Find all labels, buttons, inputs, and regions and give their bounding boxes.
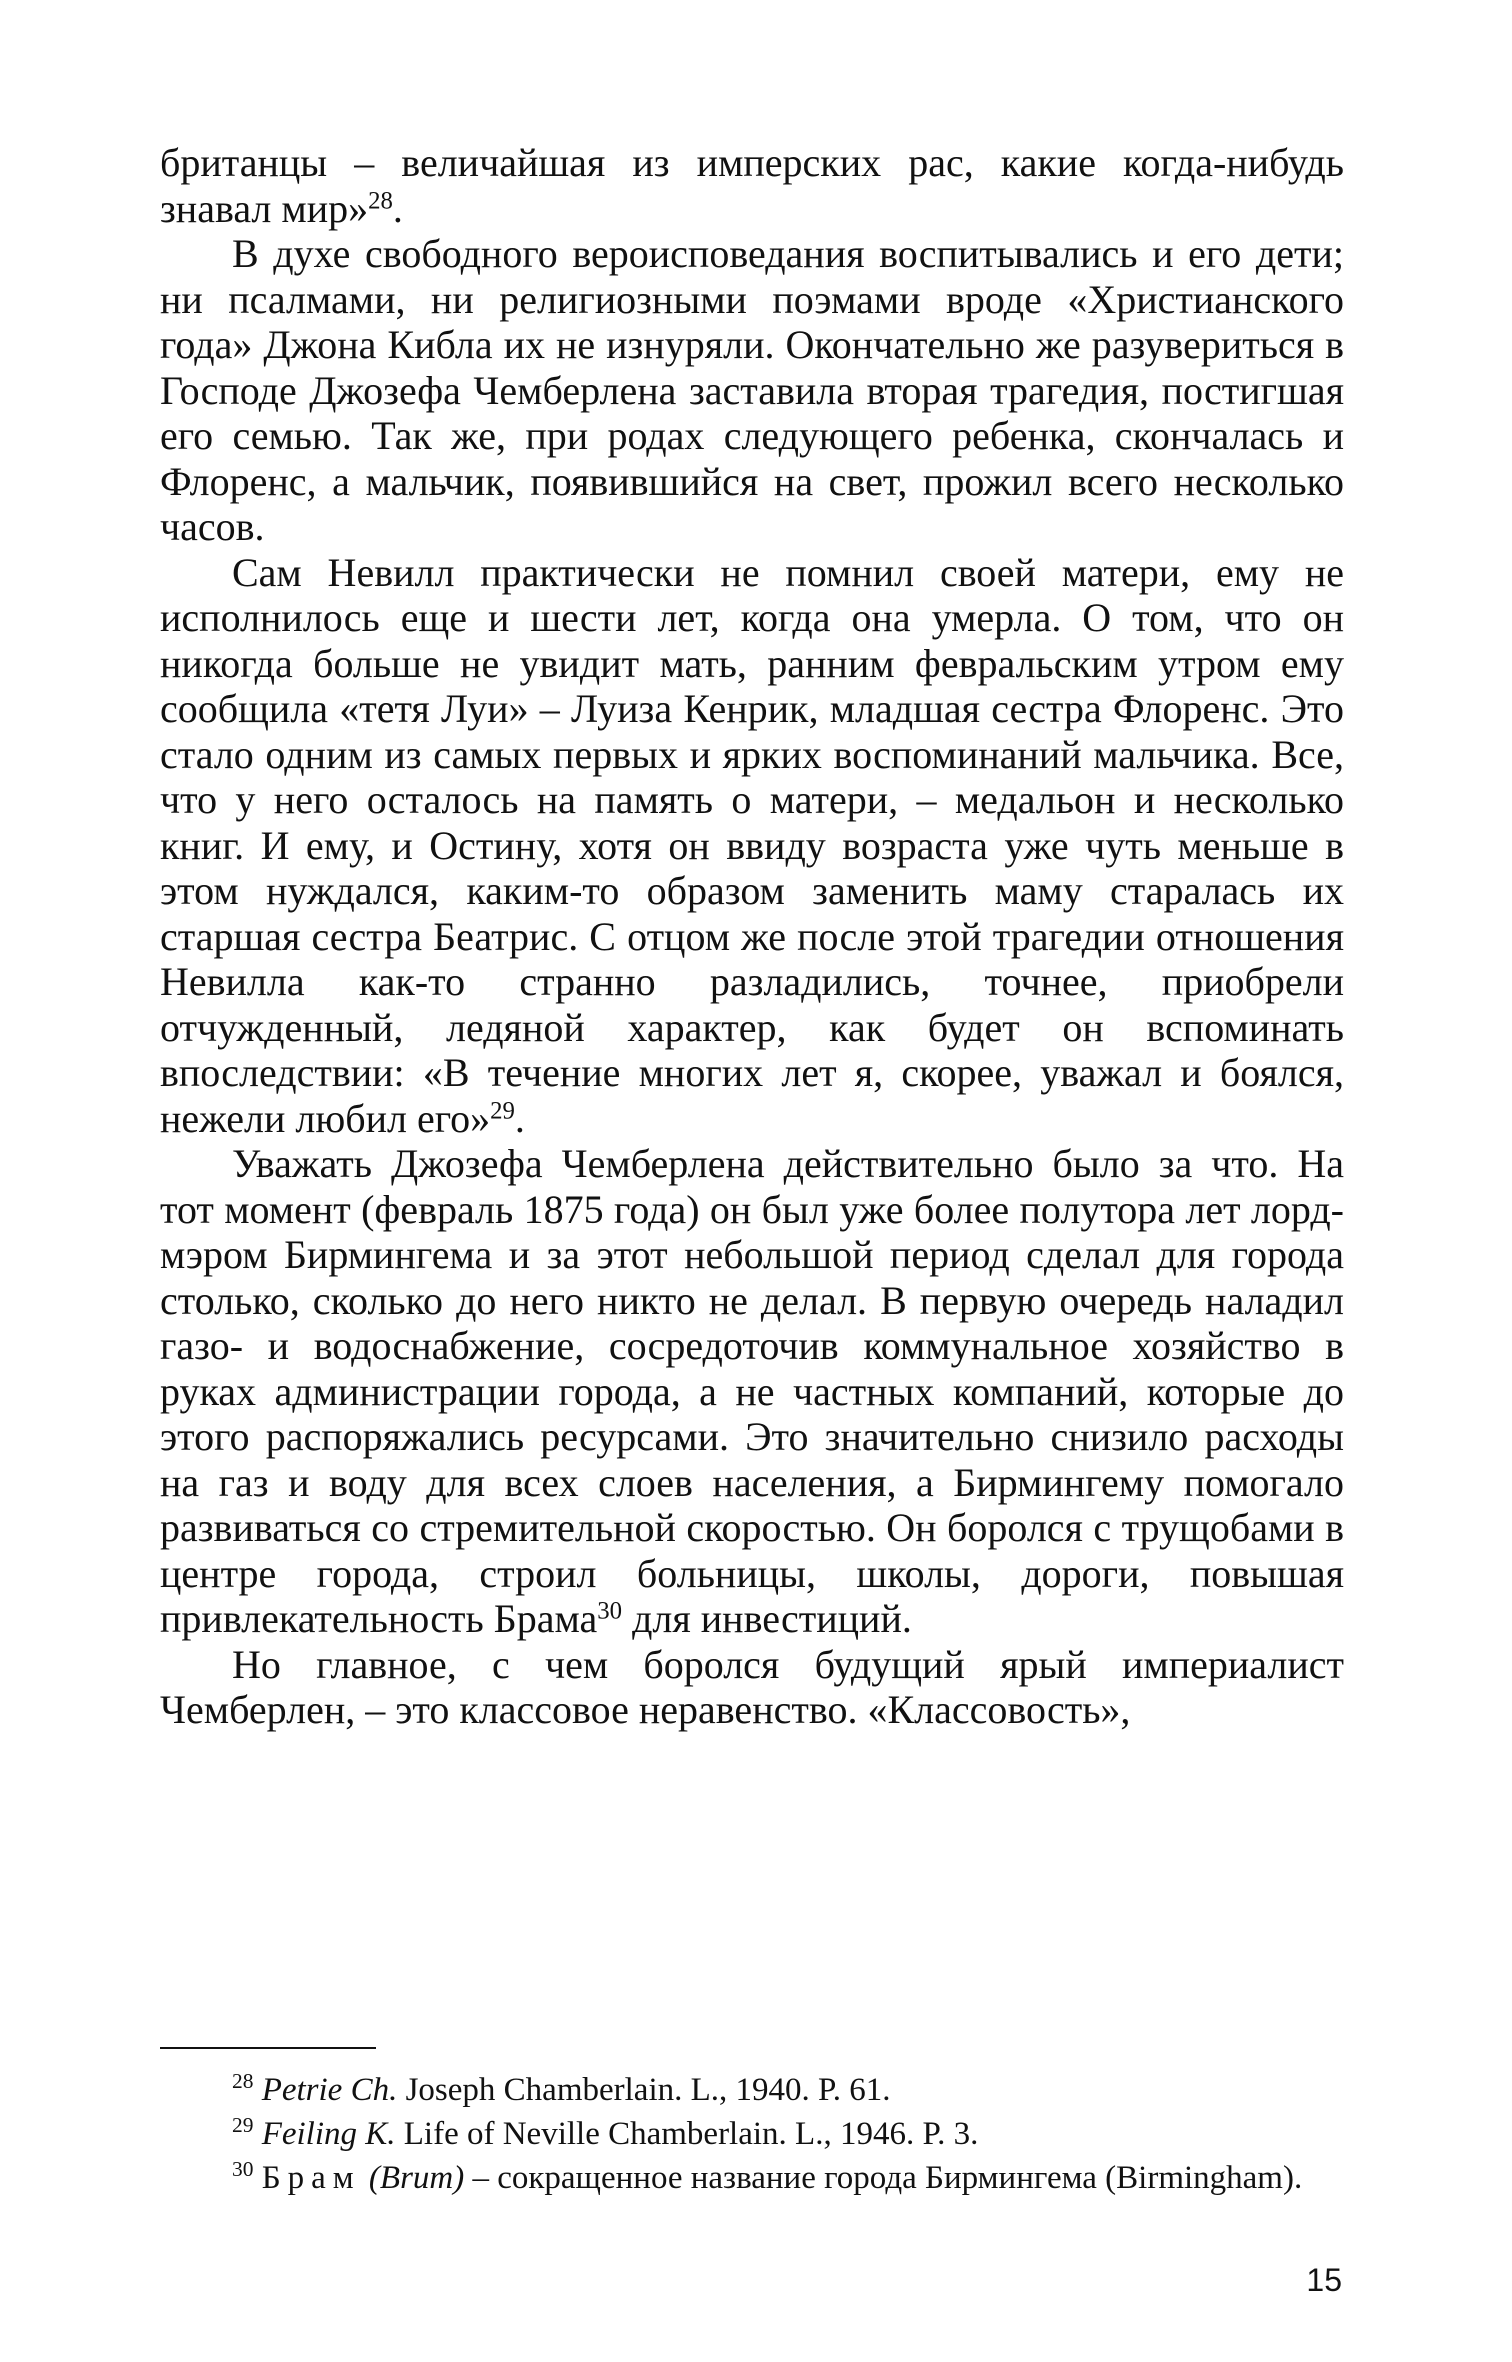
paragraph-5	[160, 1642, 1344, 1733]
paragraph-1	[160, 140, 1344, 231]
page-number: 15	[1306, 2262, 1342, 2298]
footnote-ref-29[interactable]: 29	[490, 1096, 515, 1124]
paragraph-2	[160, 231, 1344, 550]
footnote-ref-30[interactable]: 30	[597, 1597, 623, 1625]
footnote-text: Life of Neville Chamberlain. L., 1946. P. 3.	[395, 2116, 979, 2152]
paragraph-2-text: В духе свободного вероисповедания воспитывались и его дети; ни псалмами, ни религиозными поэмами вроде «Христианского года» Джона Кибла их не изнуряли. Окончательно же разувериться в Господе Джозефа Чемберлена заставила вторая трагедия, постигшая его семью. Так же, при родах следующего ребенка, скончалась и Флоренс, а мальчик, появившийся на свет, прожил всего несколько часов.	[160, 231, 1344, 549]
footnote-separator	[160, 2047, 376, 2049]
footnote-text: Joseph Chamberlain. L., 1940. P. 61.	[397, 2072, 891, 2108]
footnote-28	[160, 2068, 1344, 2112]
footnote-text: – сокращенное название города Бирмингема (Birmingham).	[464, 2160, 1303, 2196]
paragraph-4-text: Уважать Джозефа Чемберлена действительно было за что. На тот момент (февраль 1875 года) он был уже более полутора лет лорд-мэром Бирмингема и за этот небольшой период сделал для города столько, сколько до него никто не делал. В первую очередь наладил газо- и водоснабжение, сосредоточив коммунальное хозяйство в руках администрации города, а не частных компаний, которые до этого распоряжались ресурсами. Это значительно снизило расходы на газ и воду для всех слоев населения, а Бирмингему помогало развиваться со стремительной скоростью. Он боролся с трущобами в центре города, строил больницы, школы, дороги, повышая привлекательность Брама	[160, 1141, 1344, 1641]
paragraph-3-text: Сам Невилл практически не помнил своей матери, ему не исполнилось еще и шести лет, когда она умерла. О том, что он никогда больше не увидит мать, ранним февральским утром ему сообщила «тетя Луи» – Луиза Кенрик, младшая сестра Флоренс. Это стало одним из самых первых и ярких воспоминаний мальчика. Все, что у него осталось на память о матери, – медальон и несколько книг. И ему, и Остину, хотя он ввиду возраста уже чуть меньше в этом нуждался, каким-то образом заменить маму старалась их старшая сестра Беатрис. С отцом же после этой трагедии отношения Невилла как-то странно разладились, точнее, приобрели отчужденный, ледяной характер, как будет он вспоминать впоследствии: «В течение многих лет я, скорее, уважал и боялся, нежели любил его»	[160, 549, 1344, 1141]
footnotes	[160, 2068, 1344, 2200]
footnote-author: Feiling K.	[261, 2116, 396, 2152]
footnote-number: 30	[232, 2157, 254, 2182]
paragraph-4-end: для инвестиций.	[622, 1596, 912, 1641]
paragraph-1-end: .	[392, 185, 403, 231]
paragraph-1-text: британцы – величайшая из имперских рас, какие когда-нибудь знавал мир»	[160, 140, 1344, 231]
footnote-ref-28[interactable]: 28	[368, 186, 393, 214]
page-body	[160, 140, 1344, 1733]
paragraph-4	[160, 1141, 1344, 1642]
main-text	[160, 140, 1344, 1733]
footnote-term-latin: (Brum)	[368, 2160, 465, 2196]
footnote-30	[160, 2156, 1344, 2200]
footnote-term: Брам	[261, 2160, 361, 2196]
footnote-number: 29	[232, 2113, 254, 2138]
footnote-author: Petrie Ch.	[261, 2072, 398, 2108]
footnote-number: 28	[232, 2069, 254, 2094]
paragraph-5-text: Но главное, с чем боролся будущий ярый империалист Чемберлен, – это классовое неравенство. «Классовость»,	[160, 1641, 1344, 1732]
paragraph-3-end: .	[514, 1095, 525, 1141]
footnote-29	[160, 2112, 1344, 2156]
paragraph-3	[160, 550, 1344, 1142]
